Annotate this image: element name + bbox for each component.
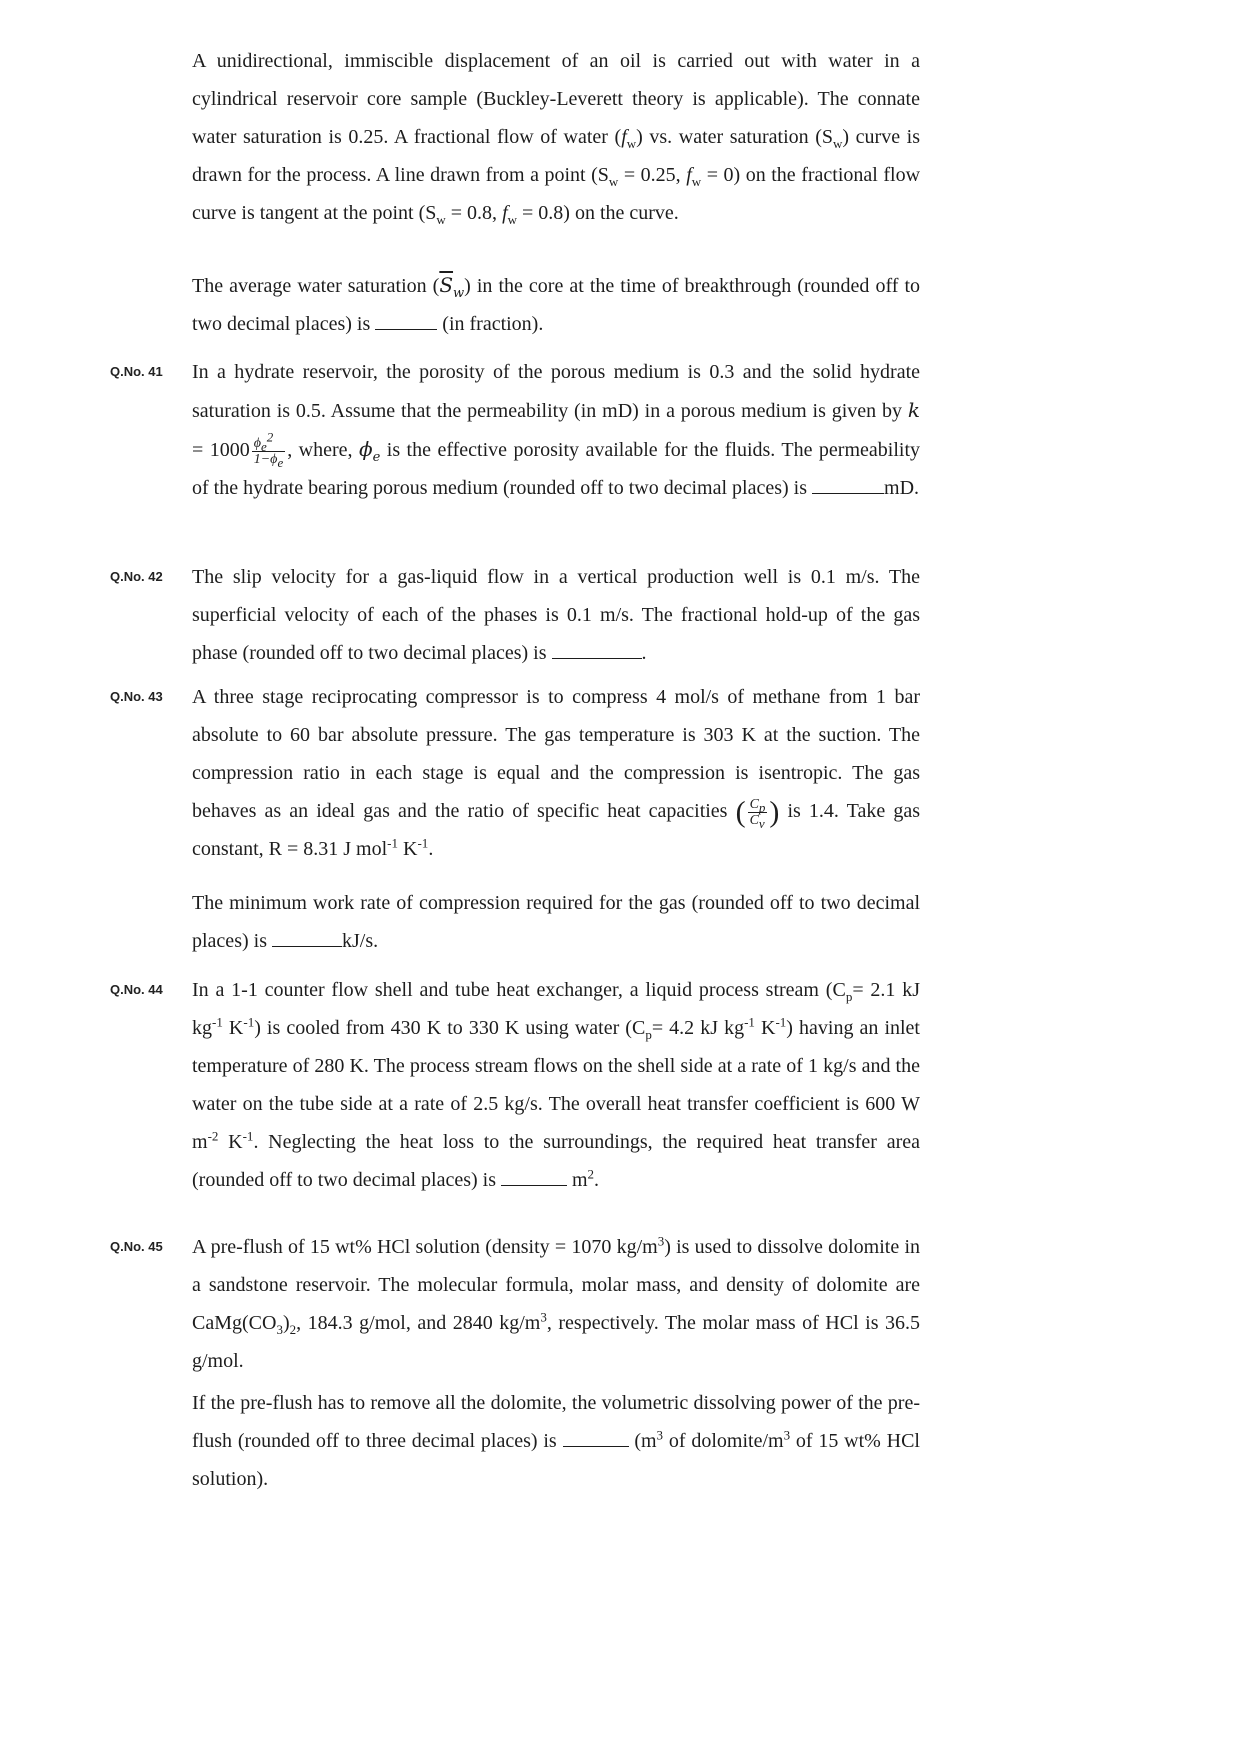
formula-fraction: $\frac{\phi_e^2}{1-\phi_e}$ bbox=[253, 429, 284, 470]
question-number: Q.No. 41 bbox=[110, 364, 163, 379]
q42-text bbox=[192, 558, 920, 672]
q42-paragraph: The slip velocity for a gas-liquid flow in a vertical production well is 0.1 m/s. The superficial velocity of each of the phases is 0.1 m/s. The fractional hold-up of the gas phase (rounded off to two decimal places) is . bbox=[192, 566, 920, 664]
question-number: Q.No. 43 bbox=[110, 689, 163, 704]
answer-blank[interactable] bbox=[272, 928, 342, 947]
q45-question bbox=[192, 1384, 920, 1498]
heat-capacity-ratio: $\frac{C_p}{C_v}$ bbox=[749, 796, 766, 831]
question-number: Q.No. 45 bbox=[110, 1239, 163, 1254]
answer-blank[interactable] bbox=[501, 1167, 567, 1186]
answer-blank[interactable] bbox=[812, 475, 884, 494]
q44-paragraph: In a 1-1 counter flow shell and tube heat exchanger, a liquid process stream ($C_p= 2.1$ kJ $kg^{-1}$ $K^{-1}$) is cooled from 430 K to 330 K using water ($C_p= 4.2$ kJ $kg^{-1}$ $K^{-1}$) having an inlet temperature of 280 K. The process stream flows on the shell side at a rate of 1 kg/s and the water on the tube side at a rate of 2.5 kg/s. The overall heat transfer coefficient is 600 W $m^{-2}$ $K^{-1}$. Neglecting the heat loss to the surroundings, the required heat transfer area (rounded off to two decimal places) is $m^2$. bbox=[192, 979, 920, 1191]
q40-paragraph-1: A unidirectional, immiscible displacement of an oil is carried out with water in a cylindrical reservoir core sample (Buckley-Leverett theory is applicable). The connate water saturation is 0.25. A fractional flow of water $(f_w)$ vs. water saturation $(S_w)$ curve is drawn for the process. A line drawn from a point ($S_w = 0.25$, $f_w = 0$) on the fractional flow curve is tangent at the point ($S_w = 0.8$, $f_w = 0.8$) on the curve. bbox=[192, 50, 921, 227]
q43-paragraph-2: The minimum work rate of compression required for the gas (rounded off to two decimal places) is kJ/s. bbox=[192, 892, 920, 952]
q45-paragraph-2: If the pre-flush has to remove all the dolomite, the volumetric dissolving power of the pre-flush (rounded off to three decimal places) is ($m^3$ of dolomite/$m^3$ of 15 wt% HCl solution). bbox=[192, 1392, 920, 1490]
answer-blank[interactable] bbox=[563, 1428, 629, 1447]
q41-text bbox=[192, 353, 920, 507]
q40-paragraph-2: The average water saturation $(\overline{S}_w)$ in the core at the time of breakthrough (rounded off to two decimal places) is (in fraction). bbox=[192, 273, 920, 335]
q43-question bbox=[192, 884, 920, 960]
q45-text bbox=[192, 1228, 920, 1380]
q43-text bbox=[192, 678, 920, 868]
q45-paragraph-1: A pre-flush of 15 wt% HCl solution (density = 1070 $kg/m^3$) is used to dissolve dolomite in a sandstone reservoir. The molecular formula, molar mass, and density of dolomite are $CaMg(CO_3)_2$, 184.3 g/mol, and 2840 $kg/m^3$, respectively. The molar mass of HCl is 36.5 g/mol. bbox=[192, 1233, 921, 1372]
q44-text bbox=[192, 971, 920, 1199]
q40-question bbox=[192, 266, 920, 343]
q41-paragraph: In a hydrate reservoir, the porosity of the porous medium is 0.3 and the solid hydrate saturation is 0.5. Assume that the permeability (in mD) in a porous medium is given by k = 1000 $\frac{\phi_e^2}{1-\phi_e}$ , where, $\phi_e$ is the effective porosity available for the fluids. The permeability of the hydrate bearing porous medium (rounded off to two decimal places) is mD. bbox=[192, 361, 921, 499]
q40-text bbox=[192, 42, 920, 232]
question-number: Q.No. 42 bbox=[110, 569, 163, 584]
answer-blank[interactable] bbox=[375, 311, 437, 330]
q43-paragraph-1: A three stage reciprocating compressor is to compress 4 mol/s of methane from 1 bar absolute to 60 bar absolute pressure. The gas temperature is 303 K at the suction. The compression ratio in each stage is equal and the compression is isentropic. The gas behaves as an ideal gas and the ratio of specific heat capacities ( $\frac{C_p}{C_v}$ ) is 1.4. Take gas constant, R = 8.31 J mol$^{-1}$ $K^{-1}$. bbox=[192, 686, 920, 860]
question-number: Q.No. 44 bbox=[110, 982, 163, 997]
answer-blank[interactable] bbox=[552, 640, 642, 659]
